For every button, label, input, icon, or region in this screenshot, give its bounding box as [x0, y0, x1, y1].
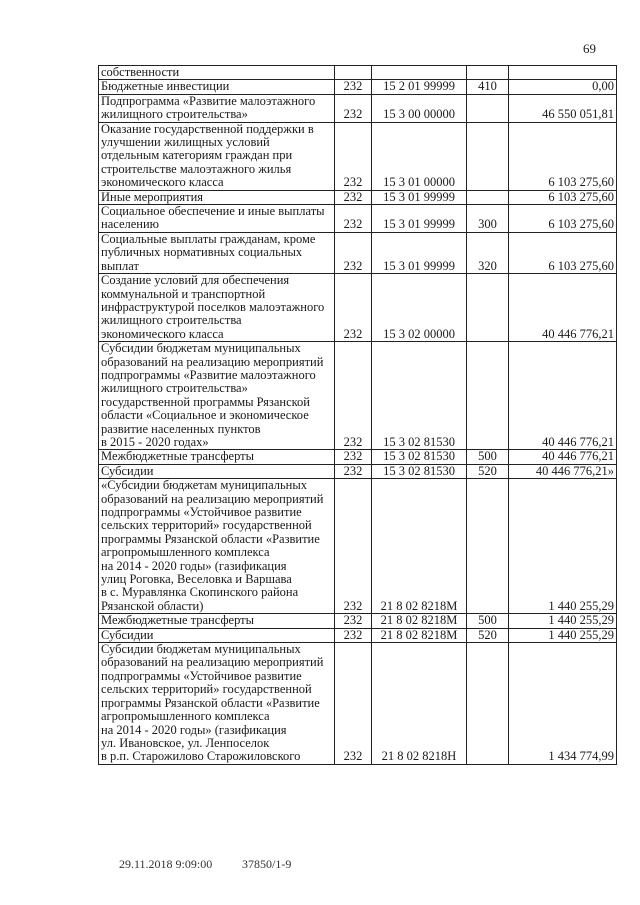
row-name-cell: Межбюджетные трансферты	[99, 450, 335, 464]
row-ved-cell: 232	[335, 205, 372, 233]
table-row	[99, 94, 617, 122]
row-csr-cell: 15 3 01 99999	[372, 232, 467, 273]
row-ved-cell: 232	[335, 464, 372, 478]
row-sum-cell: 1 440 255,29	[509, 614, 617, 628]
footer-datetime: 29.11.2018 9:09:00	[119, 857, 213, 871]
row-name-cell: Создание условий для обеспечения коммунальной и транспортной инфраструктурой поселков малоэтажного жилищного строительства экономического класса	[99, 274, 335, 342]
row-vr-cell	[467, 479, 509, 614]
row-csr-cell: 15 3 01 00000	[372, 122, 467, 190]
table-row	[99, 450, 617, 464]
row-vr-cell: 300	[467, 205, 509, 233]
table-row	[99, 66, 617, 80]
row-ved-cell: 232	[335, 232, 372, 273]
page-number: 69	[583, 41, 596, 56]
table-row	[99, 643, 617, 765]
row-sum-cell: 1 440 255,29	[509, 628, 617, 642]
row-name-cell: собственности	[99, 66, 335, 80]
row-csr-cell: 21 8 02 8218М	[372, 614, 467, 628]
row-vr-cell	[467, 122, 509, 190]
row-vr-cell	[467, 274, 509, 342]
row-ved-cell: 232	[335, 450, 372, 464]
row-name-cell: Оказание государственной поддержки в улучшении жилищных условий отдельным категориям граждан при строительстве малоэтажного жилья экономического класса	[99, 122, 335, 190]
row-csr-cell: 15 3 01 99999	[372, 205, 467, 233]
row-vr-cell: 520	[467, 628, 509, 642]
row-name-cell: Социальные выплаты гражданам, кроме публичных нормативных социальных выплат	[99, 232, 335, 273]
table-row	[99, 122, 617, 190]
row-vr-cell: 320	[467, 232, 509, 273]
row-ved-cell: 232	[335, 614, 372, 628]
row-name-cell: Субсидии	[99, 464, 335, 478]
row-vr-cell	[467, 94, 509, 122]
table-row	[99, 479, 617, 614]
row-name-cell: Субсидии бюджетам муниципальных образований на реализацию мероприятий подпрограммы «Устойчивое развитие сельских территорий» государственной программы Рязанской области «Развитие агропромышленного комплекса на 2014 - 2020 годы» (газификация ул. Ивановское, ул. Ленпоселок в р.п. Старожилово Старожиловского	[99, 643, 335, 765]
row-csr-cell: 15 3 02 81530	[372, 342, 467, 450]
row-sum-cell: 6 103 275,60	[509, 190, 617, 204]
table-row	[99, 232, 617, 273]
row-ved-cell: 232	[335, 122, 372, 190]
row-vr-cell	[467, 643, 509, 765]
row-csr-cell: 21 8 02 8218М	[372, 628, 467, 642]
row-name-cell: Бюджетные инвестиции	[99, 80, 335, 94]
row-sum-cell: 40 446 776,21	[509, 450, 617, 464]
table-row	[99, 464, 617, 478]
footer-doc-code: 37850/1-9	[242, 857, 292, 871]
row-sum-cell: 0,00	[509, 80, 617, 94]
table-row	[99, 205, 617, 233]
row-csr-cell: 15 3 02 81530	[372, 450, 467, 464]
row-vr-cell: 500	[467, 614, 509, 628]
row-name-cell: Иные мероприятия	[99, 190, 335, 204]
row-ved-cell: 232	[335, 80, 372, 94]
row-sum-cell: 46 550 051,81	[509, 94, 617, 122]
row-csr-cell: 15 3 00 00000	[372, 94, 467, 122]
row-vr-cell	[467, 342, 509, 450]
table-row	[99, 628, 617, 642]
table-row	[99, 342, 617, 450]
row-csr-cell: 15 3 02 81530	[372, 464, 467, 478]
row-ved-cell	[335, 66, 372, 80]
row-sum-cell: 6 103 275,60	[509, 122, 617, 190]
row-csr-cell: 15 3 01 99999	[372, 190, 467, 204]
row-vr-cell: 520	[467, 464, 509, 478]
row-vr-cell: 500	[467, 450, 509, 464]
row-sum-cell: 40 446 776,21	[509, 342, 617, 450]
row-name-cell: Социальное обеспечение и иные выплаты населению	[99, 205, 335, 233]
row-ved-cell: 232	[335, 342, 372, 450]
row-ved-cell: 232	[335, 94, 372, 122]
row-ved-cell: 232	[335, 274, 372, 342]
row-sum-cell: 40 446 776,21»	[509, 464, 617, 478]
row-csr-cell: 15 2 01 99999	[372, 80, 467, 94]
row-csr-cell: 15 3 02 00000	[372, 274, 467, 342]
row-name-cell: Межбюджетные трансферты	[99, 614, 335, 628]
row-sum-cell: 1 434 774,99	[509, 643, 617, 765]
row-sum-cell: 6 103 275,60	[509, 232, 617, 273]
table-row	[99, 614, 617, 628]
row-csr-cell: 21 8 02 8218М	[372, 479, 467, 614]
table-row	[99, 80, 617, 94]
row-sum-cell: 6 103 275,60	[509, 205, 617, 233]
row-csr-cell	[372, 66, 467, 80]
row-sum-cell: 1 440 255,29	[509, 479, 617, 614]
row-sum-cell	[509, 66, 617, 80]
table-row	[99, 190, 617, 204]
row-vr-cell: 410	[467, 80, 509, 94]
row-name-cell: Субсидии бюджетам муниципальных образований на реализацию мероприятий подпрограммы «Развитие малоэтажного жилищного строительства» государственной программы Рязанской области «Социальное и экономическое развитие населенных пунктов в 2015 - 2020 годах»	[99, 342, 335, 450]
row-csr-cell: 21 8 02 8218Н	[372, 643, 467, 765]
row-ved-cell: 232	[335, 190, 372, 204]
row-name-cell: Подпрограмма «Развитие малоэтажного жилищного строительства»	[99, 94, 335, 122]
row-ved-cell: 232	[335, 643, 372, 765]
row-name-cell: «Субсидии бюджетам муниципальных образований на реализацию мероприятий подпрограммы «Устойчивое развитие сельских территорий» государственной программы Рязанской области «Развитие агропромышленного комплекса на 2014 - 2020 годы» (газификация улиц Роговка, Веселовка и Варшава в с. Муравлянка Скопинского района Рязанской области)	[99, 479, 335, 614]
row-name-cell: Субсидии	[99, 628, 335, 642]
row-vr-cell	[467, 66, 509, 80]
row-sum-cell: 40 446 776,21	[509, 274, 617, 342]
budget-table	[98, 65, 617, 765]
table-row	[99, 274, 617, 342]
row-ved-cell: 232	[335, 479, 372, 614]
row-ved-cell: 232	[335, 628, 372, 642]
row-vr-cell	[467, 190, 509, 204]
